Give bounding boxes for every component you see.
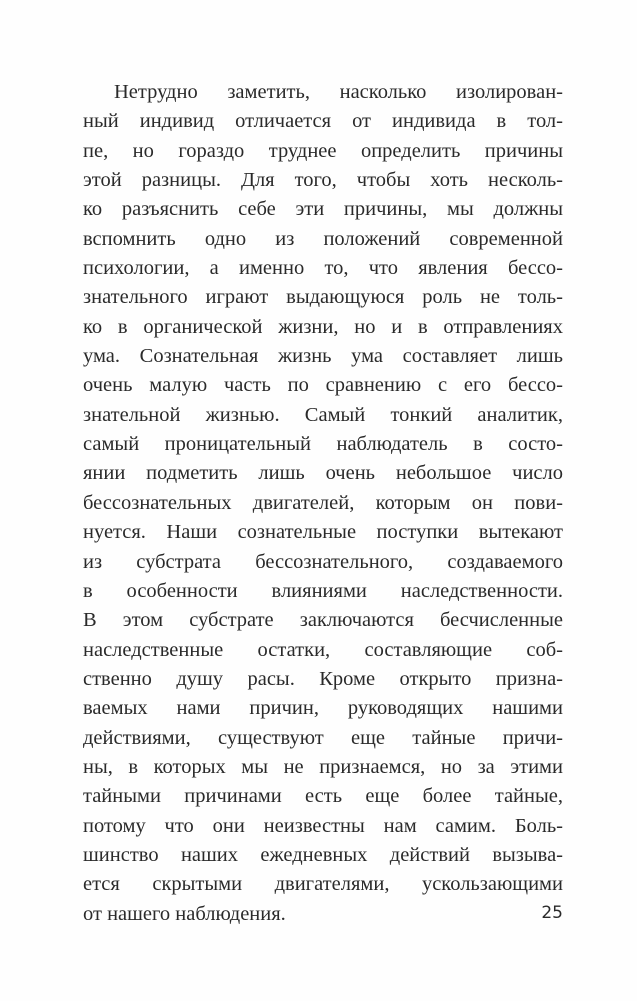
text-line: действиями, существуют еще тайные причи- xyxy=(83,726,563,749)
text-line: нуется. Наши сознательные поступки вытекают xyxy=(83,521,563,544)
text-line: ко в органической жизни, но и в отправлениях xyxy=(83,315,563,338)
text-line: янии подметить лишь очень небольшое число xyxy=(83,462,563,485)
text-line: самый проницательный наблюдатель в состо- xyxy=(83,433,563,456)
text-line: бессознательных двигателей, которым он пови- xyxy=(83,491,563,514)
text-line: из субстрата бессознательного, создаваемого xyxy=(83,550,563,573)
text-line: психологии, а именно то, что явления бессо- xyxy=(83,257,563,280)
text-line: В этом субстрате заключаются бесчисленные xyxy=(83,609,563,632)
text-line: ума. Сознательная жизнь ума составляет лишь xyxy=(83,345,563,368)
text-line: очень малую часть по сравнению с его бессо- xyxy=(83,374,563,397)
text-line: ный индивид отличается от индивида в тол- xyxy=(83,110,563,133)
text-line: потому что они неизвестны нам самим. Боль- xyxy=(83,814,563,837)
text-line: тайными причинами есть еще более тайные, xyxy=(83,785,563,808)
text-line: этой разницы. Для того, чтобы хоть несколь- xyxy=(83,169,563,192)
text-line: вспомнить одно из положений современной xyxy=(83,227,563,250)
page-number: 25 xyxy=(541,903,563,923)
text-line: ется скрытыми двигателями, ускользающими xyxy=(83,873,563,896)
text-line: шинство наших ежедневных действий вызыва- xyxy=(83,843,563,866)
text-line: в особенности влияниями наследственности. xyxy=(83,579,563,602)
text-line: ственно душу расы. Кроме открыто призна- xyxy=(83,667,563,690)
text-line: Нетрудно заметить, насколько изолирован- xyxy=(114,81,563,103)
text-line: ко разъяснить себе эти причины, мы должны xyxy=(83,198,563,221)
text-line: знательного играют выдающуюся роль не толь- xyxy=(83,286,563,309)
text-line: пе, но гораздо труднее определить причины xyxy=(83,139,563,162)
text-line: наследственные остатки, составляющие соб- xyxy=(83,638,563,661)
text-line: знательной жизнью. Самый тонкий аналитик, xyxy=(83,403,563,426)
body-paragraph xyxy=(83,78,563,929)
text-line: ны, в которых мы не признаемся, но за этими xyxy=(83,755,563,778)
text-line: от нашего наблюдения. xyxy=(83,902,286,925)
text-line: ваемых нами причин, руководящих нашими xyxy=(83,697,563,720)
